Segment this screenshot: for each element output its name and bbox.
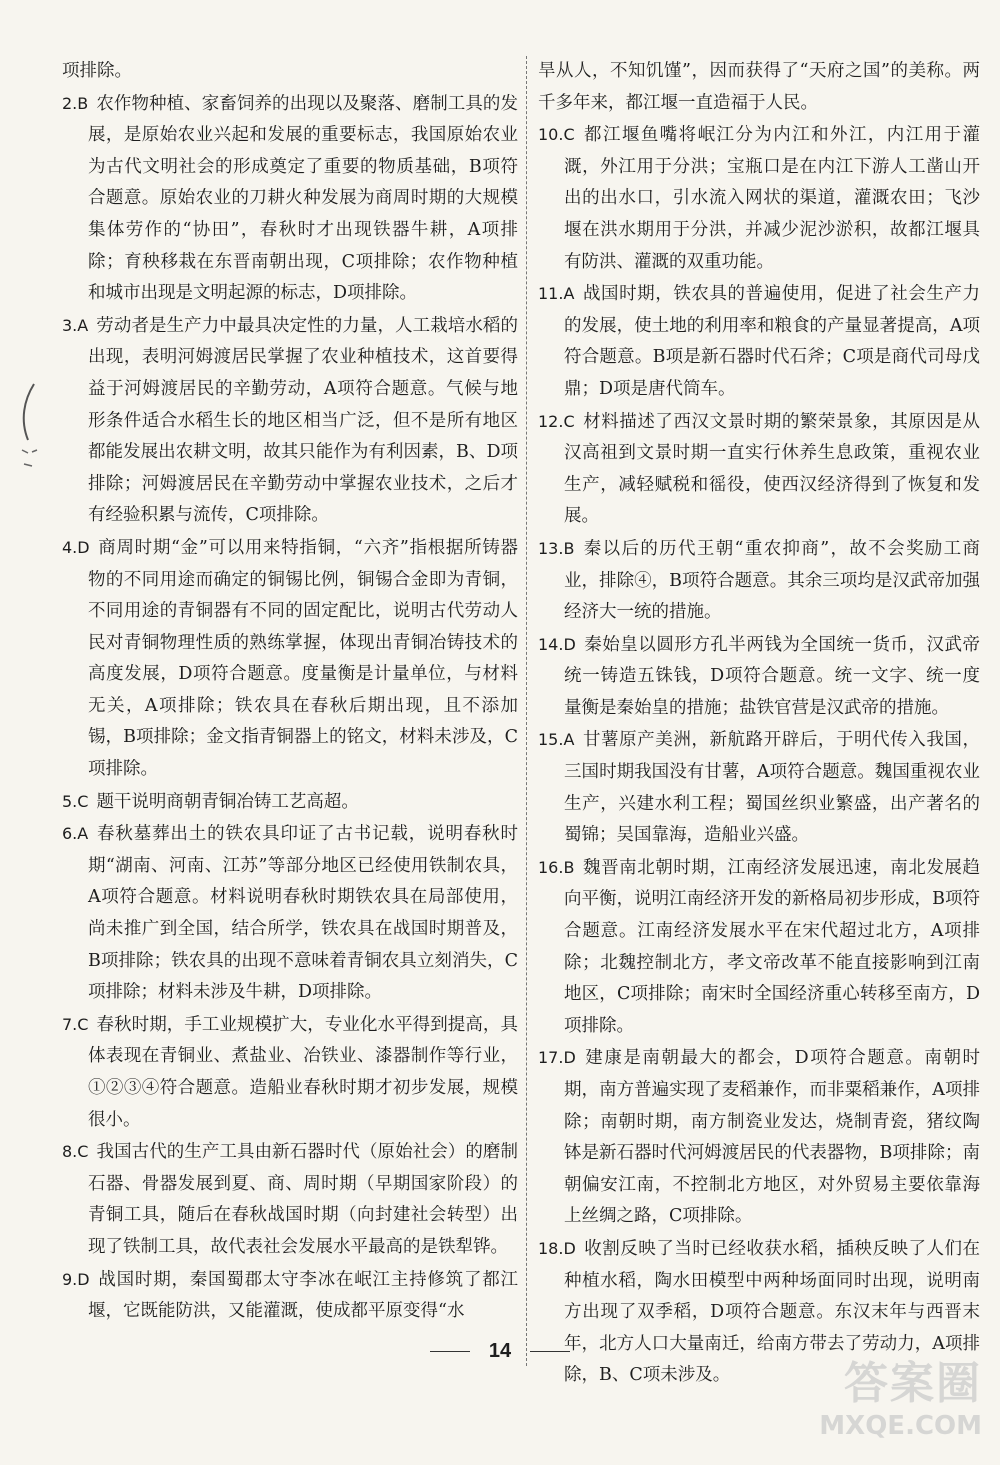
question-number: 3.A	[62, 315, 89, 335]
answer-item	[538, 56, 980, 119]
right-column	[538, 56, 980, 1392]
watermark-logo: 答案圈	[844, 1358, 982, 1409]
question-number: 16.B	[538, 857, 575, 877]
answer-item	[62, 532, 518, 786]
answer-text: 劳动者是生产力中最具决定性的力量，人工栽培水稻的出现，表明河姆渡居民掌握了农业种植技术，这首要得益于河姆渡居民的辛勤劳动，A项符合题意。气候与地形条件适合水稻生长的地区相当广泛，但不是所有地区都能发展出农耕文明，故其只能作为有利因素，B、D项排除；河姆渡居民在辛勤劳动中掌握农业技术，之后才有经验积累与流传，C项排除。	[88, 315, 518, 526]
question-number: 7.C	[62, 1014, 89, 1034]
answer-item	[538, 852, 980, 1043]
answer-text: 甘薯原产美洲，新航路开辟后，于明代传入我国，三国时期我国没有甘薯，A项符合题意。魏国重视农业生产，兴建水利工程；蜀国丝织业繁盛，出产著名的蜀锦；吴国靠海，造船业兴盛。	[564, 730, 980, 846]
question-number: 18.D	[538, 1238, 576, 1258]
answer-text: 春秋时期，手工业规模扩大，专业化水平得到提高，具体表现在青铜业、煮盐业、冶铁业、漆器制作等行业，①②③④符合题意。造船业春秋时期才初步发展，规模很小。	[88, 1014, 518, 1130]
question-number: 11.A	[538, 284, 575, 304]
column-divider	[526, 56, 527, 1366]
answer-item	[62, 56, 518, 88]
answer-text: 农作物种植、家畜饲养的出现以及聚落、磨制工具的发展，是原始农业兴起和发展的重要标志，我国原始农业为古代文明社会的形成奠定了重要的物质基础，B项符合题意。原始农业的刀耕火种发展为商周时期的大规模集体劳作的“协田”，春秋时才出现铁器牛耕，A项排除；育秧移栽在东晋南朝出现，C项排除；农作物种植和城市出现是文明起源的标志，D项排除。	[88, 93, 518, 304]
question-number: 8.C	[62, 1142, 89, 1162]
answer-text: 秦以后的历代王朝“重农抑商”，故不会奖励工商业，排除④，B项符合题意。其余三项均是汉武帝加强经济大一统的措施。	[564, 538, 980, 623]
answer-text: 题干说明商朝青铜冶铸工艺高超。	[96, 791, 359, 812]
footer-dash-left	[430, 1351, 470, 1352]
answer-item	[62, 1009, 518, 1136]
answer-text: 魏晋南北朝时期，江南经济发展迅速，南北发展趋向平衡，说明江南经济开发的新格局初步形成，B项符合题意。江南经济发展水平在宋代超过北方，A项排除；北魏控制北方，孝文帝改革不能直接影响到江南地区，C项排除；南宋时全国经济重心转移至南方，D项排除。	[564, 857, 980, 1036]
answer-text: 商周时期“金”可以用来特指铜，“六齐”指根据所铸器物的不同用途而确定的铜锡比例，铜锡合金即为青铜，不同用途的青铜器有不同的固定配比，说明古代劳动人民对青铜物理性质的熟练掌握，体现出青铜冶铸技术的高度发展，D项符合题意。度量衡是计量单位，与材料无关，A项排除；铁农具在春秋后期出现，且不添加锡，B项排除；金文指青铜器上的铭文，材料未涉及，C项排除。	[88, 537, 518, 780]
question-number: 15.A	[538, 730, 575, 750]
answer-text: 收割反映了当时已经收获水稻，插秧反映了人们在种植水稻，陶水田模型中两种场面同时出现，说明南方出现了双季稻，D项符合题意。东汉末年与西晋末年，北方人口大量南迁，给南方带去了劳动力，A项排除，B、C项未涉及。	[564, 1238, 980, 1386]
question-number: 4.D	[62, 537, 90, 557]
question-number: 2.B	[62, 93, 89, 113]
answer-item	[62, 310, 518, 532]
question-number: 13.B	[538, 538, 575, 558]
answer-text: 战国时期，铁农具的普遍使用，促进了社会生产力的发展，使土地的利用率和粮食的产量显著提高，A项符合题意。B项是新石器时代石斧；C项是商代司母戊鼎；D项是唐代筒车。	[564, 284, 980, 399]
answer-text: 都江堰鱼嘴将岷江分为内江和外江，内江用于灌溉，外江用于分洪；宝瓶口是在内江下游人工凿山开出的出水口，引水流入网状的渠道，灌溉农田；飞沙堰在洪水期用于分洪，并减少泥沙淤积，故都江堰具有防洪、灌溉的双重功能。	[564, 125, 980, 272]
question-number: 5.C	[62, 791, 89, 811]
answer-item	[62, 1264, 518, 1328]
footer-dash-right	[530, 1351, 570, 1352]
answer-text: 我国古代的生产工具由新石器时代（原始社会）的磨制石器、骨器发展到夏、商、周时期（早期国家阶段）的青铜工具，随后在春秋战国时期（向封建社会转型）出现了铁制工具，故代表社会发展水平最高的是铁犁铧。	[88, 1142, 518, 1257]
answer-text: 材料描述了西汉文景时期的繁荣景象，其原因是从汉高祖到文景时期一直实行休养生息政策，重视农业生产，减轻赋税和徭役，使西汉经济得到了恢复和发展。	[564, 411, 980, 527]
answer-item	[62, 818, 518, 1009]
answer-item	[538, 724, 980, 851]
question-number: 12.C	[538, 411, 575, 431]
pen-mark-scribble	[12, 380, 52, 480]
answer-item	[538, 533, 980, 629]
answer-item	[538, 629, 980, 725]
question-number: 10.C	[538, 125, 575, 145]
answer-text: 战国时期，秦国蜀郡太守李冰在岷江主持修筑了都江堰，它既能防洪，又能灌溉，使成都平原变得“水	[88, 1269, 518, 1322]
answer-item	[538, 406, 980, 533]
answer-item	[62, 88, 518, 310]
answer-text: 秦始皇以圆形方孔半两钱为全国统一货币，汉武帝统一铸造五铢钱，D项符合题意。统一文字、统一度量衡是秦始皇的措施；盐铁官营是汉武帝的措施。	[564, 634, 980, 718]
answer-item	[538, 119, 980, 278]
question-number: 17.D	[538, 1048, 576, 1068]
site-watermark	[762, 1347, 982, 1457]
question-number: 9.D	[62, 1269, 90, 1289]
question-number: 14.D	[538, 634, 576, 654]
answer-item	[538, 1042, 980, 1233]
page-number: 14	[488, 1340, 512, 1362]
answer-text: 建康是南朝最大的都会，D项符合题意。南朝时期，南方普遍实现了麦稻兼作，而非粟稻兼作，A项排除；南朝时期，南方制瓷业发达，烧制青瓷，猪纹陶钵是新石器时代河姆渡居民的代表器物，B项排除；南朝偏安江南，不控制北方地区，对外贸易主要依靠海上丝绸之路，C项排除。	[564, 1048, 980, 1227]
answer-item	[538, 278, 980, 405]
left-column	[62, 56, 518, 1328]
question-number: 6.A	[62, 824, 89, 844]
answer-item	[62, 1136, 518, 1263]
answer-text: 旱从人，不知饥馑”，因而获得了“天府之国”的美称。两千多年来，都江堰一直造福于人民。	[538, 61, 980, 113]
answer-item	[62, 786, 518, 819]
answer-text: 春秋墓葬出土的铁农具印证了古书记载，说明春秋时期“湖南、河南、江苏”等部分地区已经使用铁制农具，A项符合题意。材料说明春秋时期铁农具在局部使用，尚未推广到全国，结合所学，铁农具在战国时期普及，B项排除；铁农具的出现不意味着青铜农具立刻消失，C项排除；材料未涉及牛耕，D项排除。	[88, 824, 518, 1003]
watermark-url: MXQE.COM	[819, 1411, 982, 1441]
answer-text: 项排除。	[62, 61, 132, 81]
